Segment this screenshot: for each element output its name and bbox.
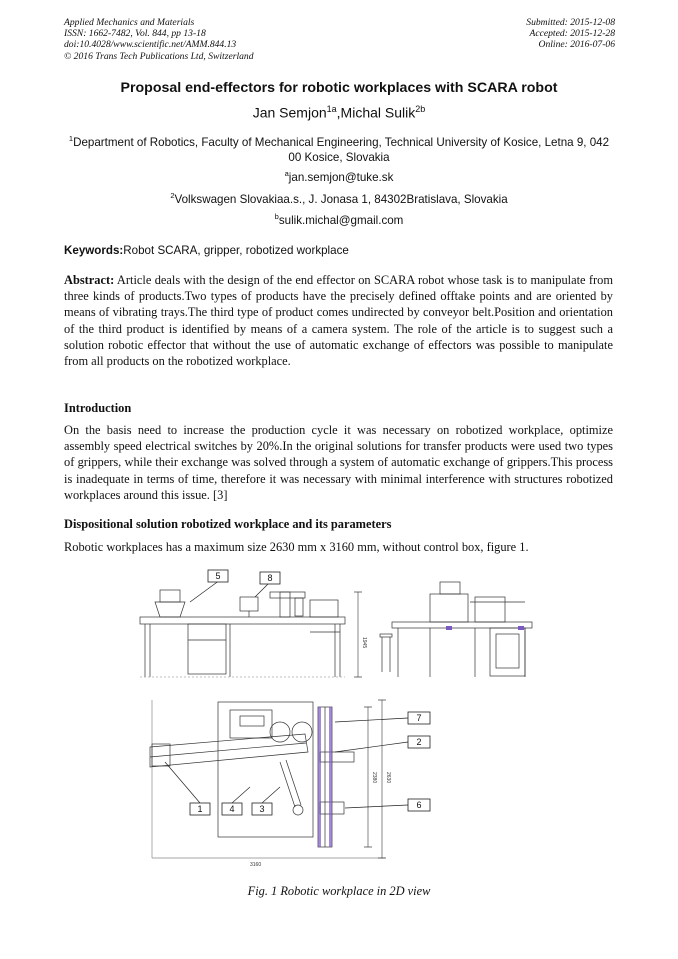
callout-6-label: 6 — [416, 800, 422, 810]
dim-depth-inner: 2380 — [371, 772, 377, 784]
callout-1 — [190, 803, 210, 815]
email-1-sup: a — [284, 169, 289, 178]
front-view — [140, 590, 345, 677]
workplace-drawing — [130, 562, 550, 872]
workplace-drawing-svg — [130, 562, 550, 872]
email-1 — [64, 166, 614, 185]
abstract-text: Article deals with the design of the end effector on SCARA robot whose task is to manipulate from three kinds of products.Two types of products have the precisely defined offtake points and are oriented by means of vibrating trays.The third type of product comes undirected by conveyor belt.Position and orientation of the third product is identified by means of a camera system. The role of the article is to suggest such a solution robotic effector that without the use of automatic exchange of effectors was possible to manipulate from all products on the robotized workplace. — [64, 273, 613, 369]
abstract — [64, 272, 613, 369]
copyright-line: © 2016 Trans Tech Publications Ltd, Switzerland — [64, 50, 254, 62]
author-1-sup: 1a — [326, 104, 337, 114]
vibrating-tray-1 — [270, 722, 290, 742]
section2-text: Robotic workplaces has a maximum size 2630 mm x 3160 mm, without control box, figure 1. — [64, 540, 529, 554]
author-line — [0, 104, 678, 121]
section2-heading: Dispositional solution robotized workplace and its parameters — [64, 517, 392, 531]
author-2: ,Michal Sulik — [336, 104, 416, 121]
author-1: Jan Semjon — [252, 104, 327, 121]
accepted-date: Accepted: 2015-12-28 — [529, 28, 615, 40]
callout-5-label: 5 — [215, 571, 221, 581]
callout-6 — [408, 799, 430, 811]
callout-8-label: 8 — [267, 573, 273, 583]
keywords-text: Robot SCARA, gripper, robotized workplace — [123, 244, 349, 257]
front-robot-column — [280, 592, 290, 617]
affiliation-1 — [64, 131, 614, 165]
callout-8 — [260, 572, 280, 584]
callout-4-label: 4 — [229, 804, 235, 814]
dates-header — [526, 17, 615, 51]
email-2-text[interactable]: sulik.michal@gmail.com — [278, 213, 404, 227]
side-view — [380, 582, 532, 677]
callout-3-label: 3 — [259, 804, 265, 814]
email-2 — [64, 209, 614, 228]
side-table-top — [392, 622, 532, 628]
affiliation-1-text: Department of Robotics, Faculty of Mechanical Engineering, Technical University of Kosice, Letna 9, 042 00 Kosice, Slovakia — [73, 135, 610, 164]
callout-4 — [222, 803, 242, 815]
introduction-heading: Introduction — [64, 401, 132, 415]
callout-3 — [252, 803, 272, 815]
email-2-sup: b — [274, 212, 279, 221]
dim-height: 1945 — [361, 637, 367, 649]
author-2-sup: 2b — [415, 104, 426, 114]
dim-depth-outer: 2630 — [385, 772, 391, 784]
doi-line[interactable]: doi:10.4028/www.scientific.net/AMM.844.13 — [64, 39, 237, 51]
journal-name: Applied Mechanics and Materials — [64, 17, 195, 28]
callout-5 — [208, 570, 228, 582]
top-conveyor — [150, 734, 308, 767]
submitted-date: Submitted: 2015-12-08 — [526, 17, 615, 28]
callout-1-label: 1 — [197, 804, 203, 814]
vibrating-tray-2 — [292, 722, 312, 742]
affiliation-2-text: Volkswagen Slovakiaa.s., J. Jonasa 1, 84302Bratislava, Slovakia — [174, 192, 508, 206]
paper-title: Proposal end-effectors for robotic workplaces with SCARA robot — [120, 80, 558, 96]
journal-header — [64, 17, 254, 62]
affiliation-2 — [64, 188, 614, 207]
online-date: Online: 2016-07-06 — [538, 39, 615, 51]
affiliation-2-sup: 2 — [170, 191, 175, 200]
affiliation-1-sup: 1 — [68, 134, 74, 143]
email-1-text[interactable]: jan.semjon@tuke.sk — [288, 170, 394, 184]
callout-7-label: 7 — [416, 713, 422, 723]
callout-7 — [408, 712, 430, 724]
front-hopper — [155, 602, 185, 617]
top-view — [150, 700, 385, 858]
keywords-label: Keywords: — [64, 244, 124, 257]
figure-caption: Fig. 1 Robotic workplace in 2D view — [247, 884, 431, 898]
front-table-top — [140, 617, 345, 624]
dim-width: 3160 — [250, 862, 262, 868]
callout-2-label: 2 — [416, 737, 422, 747]
introduction-text: On the basis need to increase the production cycle it was necessary on robotized workplace, optimize assembly speed electrical switches by 20%.In the original solutions for transfer products were used two types of grippers, while their exchange was solved through a system of automatic exchange of grippers.This process is inadequate in terms of time, therefore it was necessary with minimal interference with structures robotized workplaces around this issue. [3] — [64, 423, 613, 502]
abstract-label: Abstract: — [64, 273, 115, 287]
keywords — [64, 244, 349, 257]
callout-2 — [408, 736, 430, 748]
issn-line: ISSN: 1662-7482, Vol. 844, pp 13-18 — [64, 28, 206, 40]
